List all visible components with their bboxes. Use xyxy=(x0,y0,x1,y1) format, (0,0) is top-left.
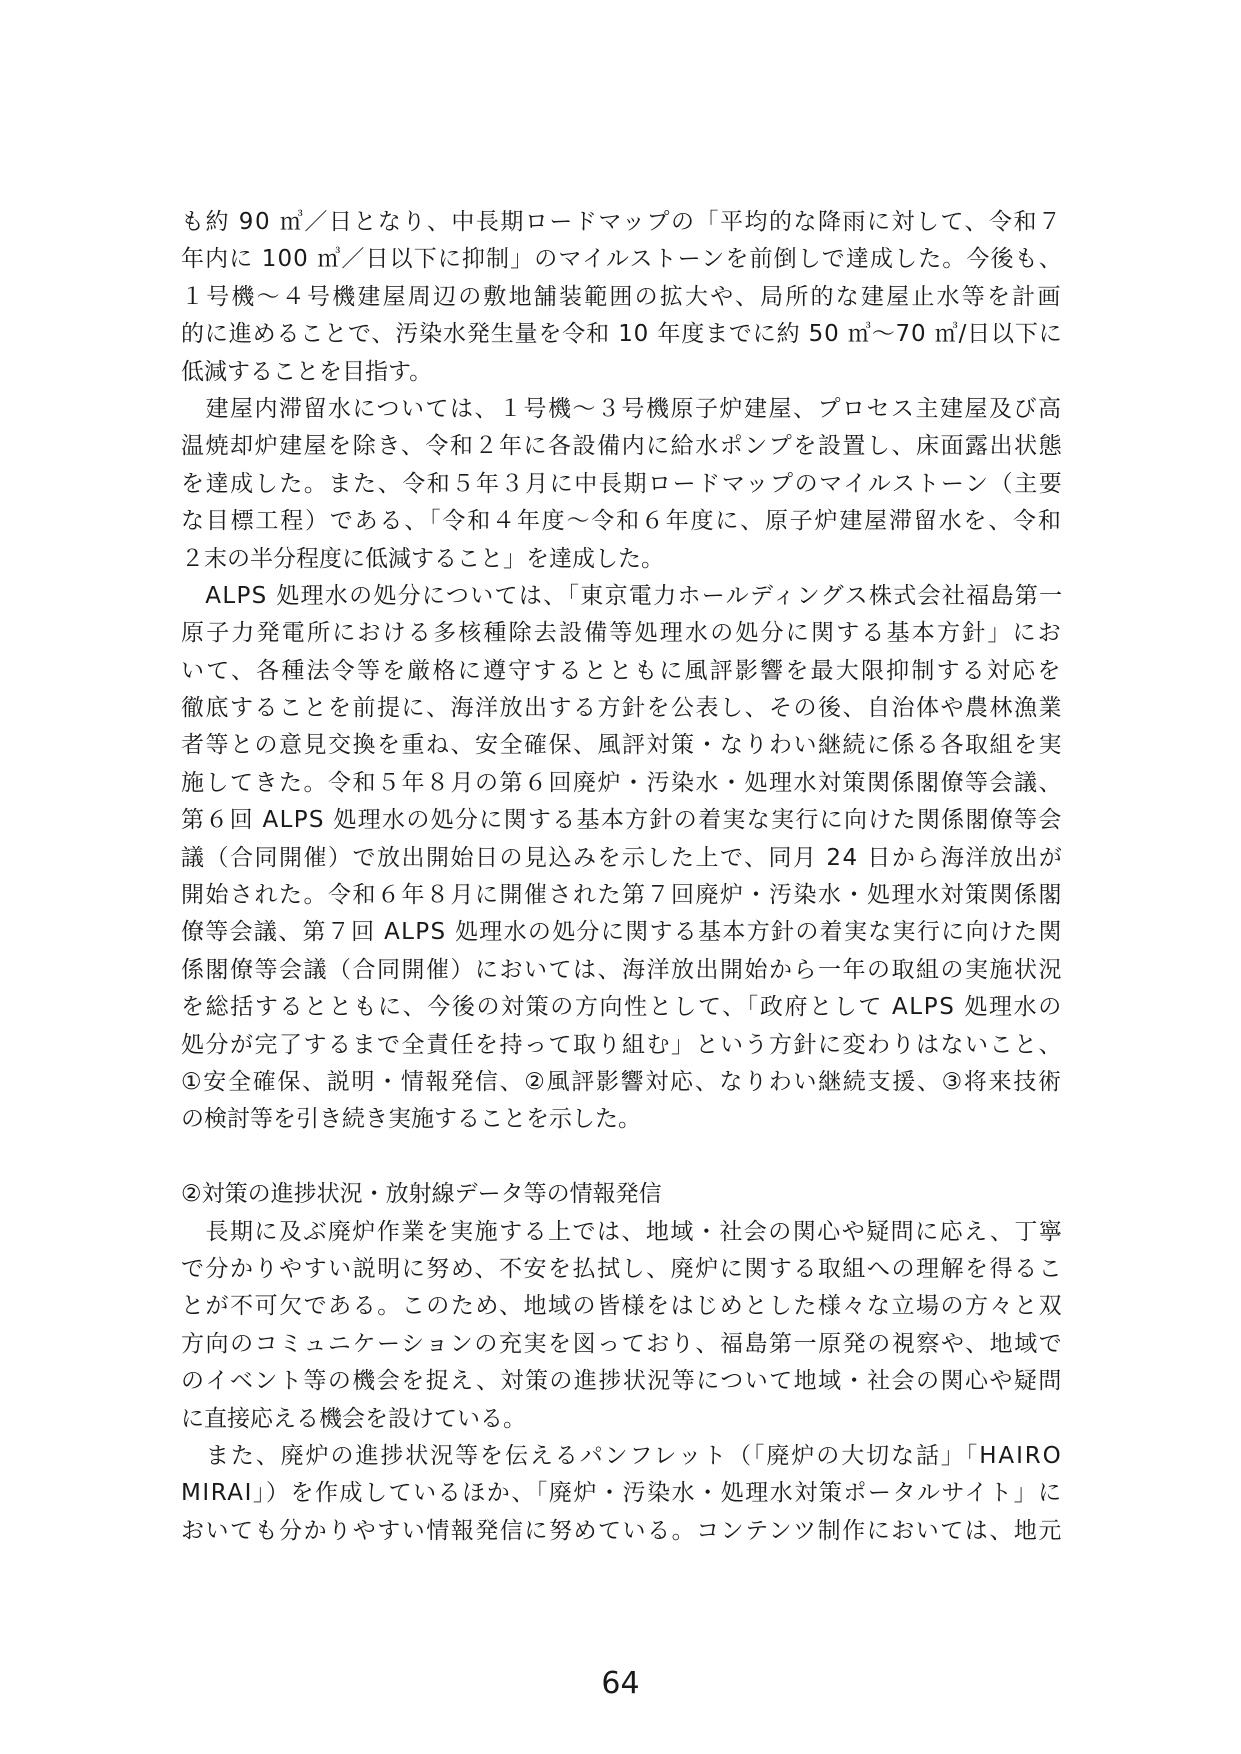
text-line: 係閣僚等会議（合同開催）においては、海洋放出開始から一年の取組の実施状況 xyxy=(181,956,1063,983)
text-line: ２末の半分程度に低減すること」を達成した。 xyxy=(181,545,664,572)
text-line: 施してきた。令和５年８月の第６回廃炉・汚染水・処理水対策関係閣僚等会議、 xyxy=(181,769,1063,796)
text-line: に直接応える機会を設けている。 xyxy=(181,1405,526,1432)
text-line: の検討等を引き続き実施することを示した。 xyxy=(181,1106,641,1133)
text-line: で分かりやすい説明に努め、不安を払拭し、廃炉に関する取組への理解を得るこ xyxy=(181,1255,1063,1282)
text-line: を総括するとともに、今後の対策の方向性として、「政府として ALPS 処理水の xyxy=(181,994,1063,1021)
text-line: 僚等会議、第７回 ALPS 処理水の処分に関する基本方針の着実な実行に向けた関 xyxy=(181,919,1063,946)
text-line: ①安全確保、説明・情報発信、②風評影響対応、なりわい継続支援、③将来技術 xyxy=(181,1068,1063,1095)
page-number: 64 xyxy=(601,1666,640,1701)
text-line: いて、各種法令等を厳格に遵守するとともに風評影響を最大限抑制する対応を xyxy=(181,657,1063,684)
text-line: ALPS 処理水の処分については、「東京電力ホールディングス株式会社福島第一 xyxy=(181,582,1063,609)
text-line: も約 90 ㎥／日となり、中長期ロードマップの「平均的な降雨に対して、令和７ xyxy=(181,209,1063,235)
text-line: ②対策の進捗状況・放射線データ等の情報発信 xyxy=(181,1181,662,1208)
text-line: 的に進めることで、汚染水発生量を令和 10 年度までに約 50 ㎥～70 ㎥/日以下に xyxy=(181,321,1063,348)
text-line: な目標工程）である、「令和４年度～令和６年度に、原子炉建屋滞留水を、令和 xyxy=(181,508,1063,535)
text-line: を達成した。また、令和５年３月に中長期ロードマップのマイルストーン（主要 xyxy=(181,470,1063,497)
text-line: 建屋内滞留水については、１号機～３号機原子炉建屋、プロセス主建屋及び高 xyxy=(181,395,1063,422)
text-line: 徹底することを前提に、海洋放出する方針を公表し、その後、自治体や農林漁業 xyxy=(181,695,1063,722)
text-line: おいても分かりやすい情報発信に努めている。コンテンツ制作においては、地元 xyxy=(181,1517,1063,1544)
text-line: １号機～４号機建屋周辺の敷地舗装範囲の拡大や、局所的な建屋止水等を計画 xyxy=(181,283,1063,310)
text-line: 低減することを目指す。 xyxy=(181,358,433,385)
text-line: 議（合同開催）で放出開始日の見込みを示した上で、同月 24 日から海洋放出が xyxy=(181,844,1063,871)
text-line: 第６回 ALPS 処理水の処分に関する基本方針の着実な実行に向けた関係閣僚等会 xyxy=(181,807,1063,834)
text-line: 開始された。令和６年８月に開催された第７回廃炉・汚染水・処理水対策関係閣 xyxy=(181,882,1063,909)
blank-line xyxy=(181,1139,1063,1176)
text-line: 者等との意見交換を重ね、安全確保、風評対策・なりわい継続に係る各取組を実 xyxy=(181,732,1063,759)
text-line: 年内に 100 ㎥／日以下に抑制」のマイルストーンを前倒しで達成した。今後も、 xyxy=(181,246,1063,273)
body-text xyxy=(181,204,1063,1550)
text-line: MIRAI」）を作成しているほか、「廃炉・汚染水・処理水対策ポータルサイト」に xyxy=(181,1480,1063,1507)
text-line: 長期に及ぶ廃炉作業を実施する上では、地域・社会の関心や疑問に応え、丁寧 xyxy=(181,1218,1063,1245)
text-line: 温焼却炉建屋を除き、令和２年に各設備内に給水ポンプを設置し、床面露出状態 xyxy=(181,433,1063,460)
text-line: 方向のコミュニケーションの充実を図っており、福島第一原発の視察や、地域で xyxy=(181,1330,1063,1357)
text-line: とが不可欠である。このため、地域の皆様をはじめとした様々な立場の方々と双 xyxy=(181,1293,1063,1320)
text-line: 原子力発電所における多核種除去設備等処理水の処分に関する基本方針」にお xyxy=(181,620,1063,647)
text-line: のイベント等の機会を捉え、対策の進捗状況等について地域・社会の関心や疑問 xyxy=(181,1368,1063,1395)
text-line: また、廃炉の進捗状況等を伝えるパンフレット（「廃炉の大切な話」「HAIRO xyxy=(181,1442,1063,1469)
text-line: 処分が完了するまで全責任を持って取り組む」という方針に変わりはないこと、 xyxy=(181,1031,1063,1058)
